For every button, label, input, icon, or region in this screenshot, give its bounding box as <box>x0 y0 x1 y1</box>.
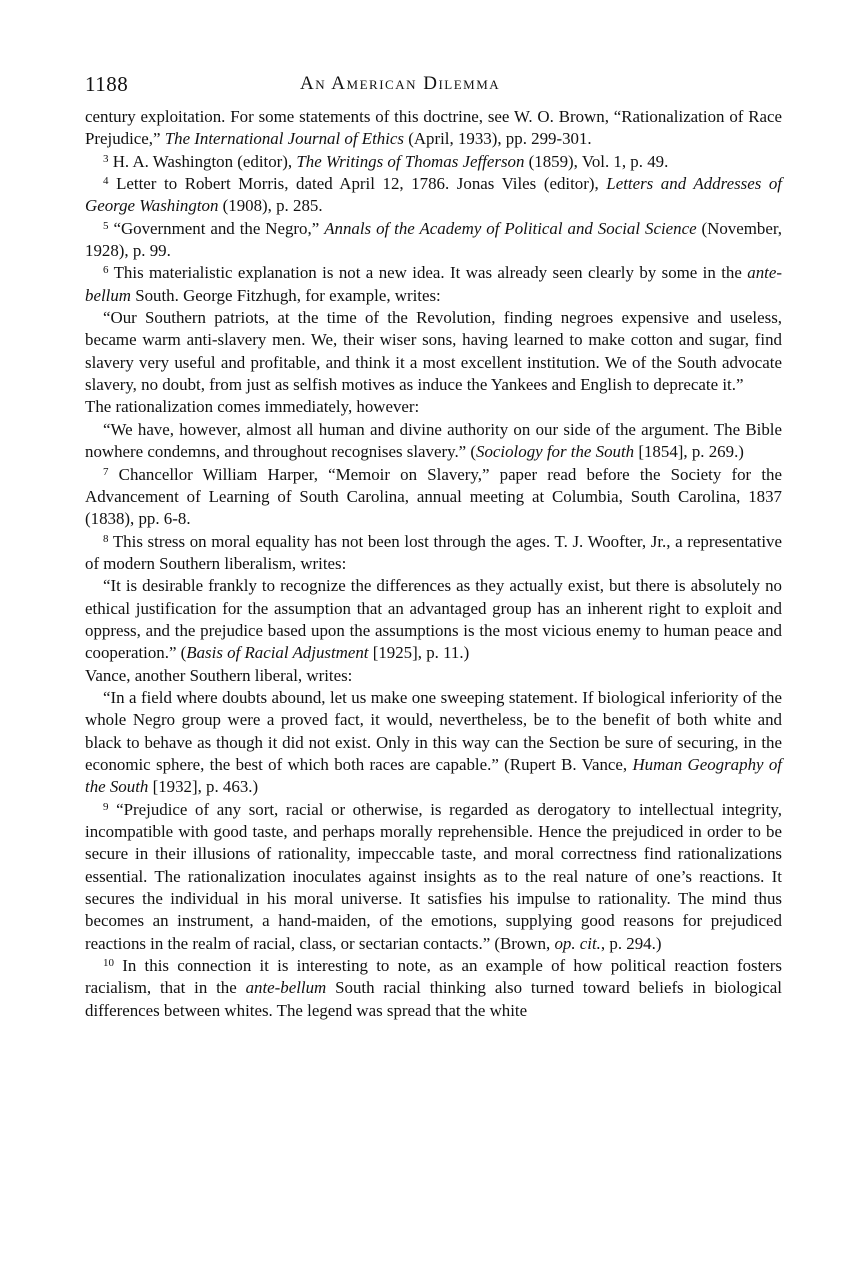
text-paragraph <box>85 396 782 418</box>
text-run: This stress on moral equality has not been lost through the ages. T. J. Woofter, Jr., a representative of modern Southern liberalism, writes: <box>85 531 782 573</box>
footnote-marker: 7 <box>103 465 109 478</box>
running-head: An American Dilemma <box>300 73 501 94</box>
italic-title: Basis of Racial Adjustment <box>186 643 369 663</box>
text-run: Vance, another Southern liberal, writes: <box>85 665 353 685</box>
footnote-marker: 8 <box>103 532 109 545</box>
text-run: “Prejudice of any sort, racial or otherwise, is regarded as derogatory to intellectual integrity, incompatible with good taste, and perhaps morally reprehensible. Hence the prejudiced in order to be secure in their illusions of rationality, impeccable taste, and moral correctness find rationalizations essential. The rationalization inoculates against insights as to the real nature of one’s reactions. It secures the individual in his moral universe. It satisfies his impulse to rationality. The mind thus becomes an instrument, a hand-maiden, of the emotions, supplying good reasons for prejudiced reactions in the realm of racial, class, or sectarian contacts.” (Brown, <box>85 799 782 953</box>
footnote-9 <box>85 799 782 955</box>
quoted-paragraph <box>85 575 782 664</box>
footnote-5 <box>85 218 782 263</box>
text-paragraph <box>85 106 782 151</box>
text-run: The rationalization comes immediately, however: <box>85 397 420 417</box>
italic-title: Human Geography of the South <box>85 754 782 797</box>
text-run: (1908), p. 285. <box>218 196 323 216</box>
text-run: South racial thinking also turned toward beliefs in biological differences between whites. The legend was spread that the white <box>85 978 782 1020</box>
italic-title: Letters and Addresses of George Washington <box>85 174 783 216</box>
text-run: H. A. Washington (editor), <box>112 151 297 171</box>
text-run: South. George Fitzhugh, for example, writes: <box>130 285 441 305</box>
italic-title: ante-bellum <box>245 978 327 998</box>
text-run: This materialistic explanation is not a new idea. It was already seen clearly by some in the <box>113 263 748 283</box>
italic-title: Sociology for the South <box>476 442 635 462</box>
page-number: 1188 <box>85 72 129 96</box>
book-page <box>85 72 782 1022</box>
footnote-6 <box>85 262 782 307</box>
italic-title: op. cit. <box>554 933 601 953</box>
italic-title: The Writings of Thomas Jefferson <box>296 151 525 171</box>
text-run: “Our Southern patriots, at the time of the Revolution, finding negroes expensive and useless, became warm anti-slavery men. We, their wiser sons, having learned to make cotton and sugar, find slavery very useful and profitable, and think it a most excellent institution. We of the South advocate slavery, no doubt, from just as selfish motives as induce the Yankees and English to deprecate it.” <box>85 308 782 395</box>
quoted-paragraph <box>85 419 782 464</box>
footnote-7 <box>85 464 782 531</box>
text-run: [1932], p. 463.) <box>148 777 259 797</box>
text-run: , p. 294.) <box>600 933 662 953</box>
footnote-marker: 5 <box>103 219 109 232</box>
footnote-10 <box>85 955 782 1022</box>
text-run: (1859), Vol. 1, p. 49. <box>524 151 669 171</box>
footnote-marker: 6 <box>103 264 109 277</box>
text-run: Letter to Robert Morris, dated April 12, 1786. Jonas Viles (editor), <box>116 174 607 194</box>
footnote-marker: 10 <box>103 957 114 970</box>
text-run: [1925], p. 11.) <box>368 643 470 663</box>
footnote-8 <box>85 531 782 576</box>
text-run: “In a field where doubts abound, let us make one sweeping statement. If biological inferiority of the whole Negro group were a proved fact, it would, nevertheless, be to the benefit of both white and black to behave as though it did not exist. Only in this way can the Section be sure of securing, in the economic sphere, the best of which both races are capable.” (Rupert B. Vance, <box>85 687 782 774</box>
text-run: In this connection it is interesting to note, as an example of how political reaction fosters racialism, that in the <box>85 956 782 998</box>
text-run: (April, 1933), pp. 299-301. <box>404 129 592 149</box>
footnotes-body <box>85 106 782 1022</box>
italic-title: The International Journal of Ethics <box>164 129 404 149</box>
quoted-paragraph <box>85 307 782 396</box>
page-header <box>85 72 782 106</box>
text-run: “It is desirable frankly to recognize the differences as they actually exist, but there is absolutely no ethical justification for the assumption that an advantaged group has an inherent right to exploit and oppress, and the prejudice based upon the assumptions is the most vicious enemy to human peace and cooperation.” ( <box>85 576 782 663</box>
footnote-marker: 3 <box>103 152 109 165</box>
text-run: “We have, however, almost all human and divine authority on our side of the argument. The Bible nowhere condemns, and throughout recognises slavery.” ( <box>85 419 782 462</box>
italic-title: Annals of the Academy of Political and Social Science <box>324 218 697 238</box>
text-run: (November, 1928), p. 99. <box>85 218 782 261</box>
text-run: Chancellor William Harper, “Memoir on Slavery,” paper read before the Society for the Advancement of Learning of South Carolina, annual meeting at Columbia, South Carolina, 1837 (1838), pp. 6-8. <box>85 464 782 529</box>
footnote-3 <box>85 151 782 173</box>
text-paragraph <box>85 665 782 687</box>
italic-title: ante-bellum <box>85 263 782 305</box>
text-run: century exploitation. For some statements of this doctrine, see W. O. Brown, “Rationalization of Race Prejudice,” <box>85 107 782 149</box>
footnote-marker: 9 <box>103 800 109 813</box>
quoted-paragraph <box>85 687 782 799</box>
footnote-4 <box>85 173 782 218</box>
footnote-marker: 4 <box>103 175 109 188</box>
text-run: [1854], p. 269.) <box>634 442 744 462</box>
text-run: “Government and the Negro,” <box>113 218 325 238</box>
